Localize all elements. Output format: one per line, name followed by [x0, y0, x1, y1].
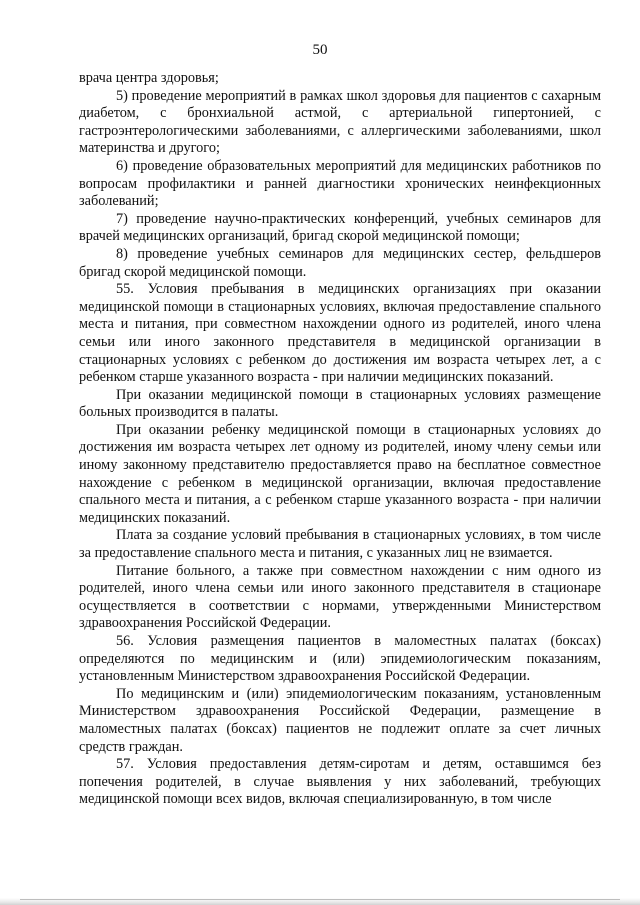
page-number: 50 [312, 42, 328, 58]
paragraph: При оказании медицинской помощи в стационарных условиях размещение больных производится в палаты. [79, 386, 601, 421]
paragraph: 8) проведение учебных семинаров для медицинских сестер, фельдшеров бригад скорой медицинской помощи. [79, 245, 601, 280]
paragraph: 56. Условия размещения пациентов в маломестных палатах (боксах) определяются по медицинским и (или) эпидемиологическим показаниям, установленным Министерством здравоохранения Российской Федерации. [79, 633, 601, 685]
paragraph: 5) проведение мероприятий в рамках школ здоровья для пациентов с сахарным диабетом, с бронхиальной астмой, с артериальной гипертонией, с гастроэнтерологическими заболеваниями, с аллергическими заболеваниями, школ материнства и другого; [79, 87, 601, 157]
paragraph: 7) проведение научно-практических конференций, учебных семинаров для врачей медицинских организаций, бригад скорой медицинской помощи; [79, 210, 601, 245]
paragraph: 55. Условия пребывания в медицинских организациях при оказании медицинской помощи в стационарных условиях, включая предоставление спального места и питания, при совместном нахождении одного из родителей, иного члена семьи или иного законного представителя в медицинской организации в стационарных условиях с ребенком до достижения им возраста четырех лет, а с ребенком старше указанного возраста - при наличии медицинских показаний. [79, 281, 601, 386]
paragraph: 57. Условия предоставления детям-сиротам и детям, оставшимся без попечения родителей, в случае выявления у них заболеваний, требующих медицинской помощи всех видов, включая специализированную, в том числе [79, 756, 601, 808]
paragraph: При оказании ребенку медицинской помощи в стационарных условиях до достижения им возраста четырех лет одному из родителей, иному члену семьи или иному законному представителю предоставляется право на бесплатное совместное нахождение с ребенком в медицинской организации, включая предоставление спального места и питания, а с ребенком старше указанного возраста - при наличии медицинских показаний. [79, 421, 601, 526]
document-body [79, 70, 601, 809]
paragraph: Питание больного, а также при совместном нахождении с ним одного из родителей, иного члена семьи или иного законного представителя в стационаре осуществляется в соответствии с нормами, утвержденными Министерством здравоохранения Российской Федерации. [79, 562, 601, 632]
paragraph: 6) проведение образовательных мероприятий для медицинских работников по вопросам профилактики и ранней диагностики хронических неинфекционных заболеваний; [79, 157, 601, 210]
scan-line [20, 899, 620, 900]
paragraph: Плата за создание условий пребывания в стационарных условиях, в том числе за предоставление спального места и питания, с указанных лиц не взимается. [79, 527, 601, 562]
paragraph: врача центра здоровья; [79, 70, 219, 86]
paragraph: По медицинским и (или) эпидемиологическим показаниям, установленным Министерством здравоохранения Российской Федерации, размещение в маломестных палатах (боксах) пациентов не подлежит оплате за счет личных средств граждан. [79, 685, 601, 755]
